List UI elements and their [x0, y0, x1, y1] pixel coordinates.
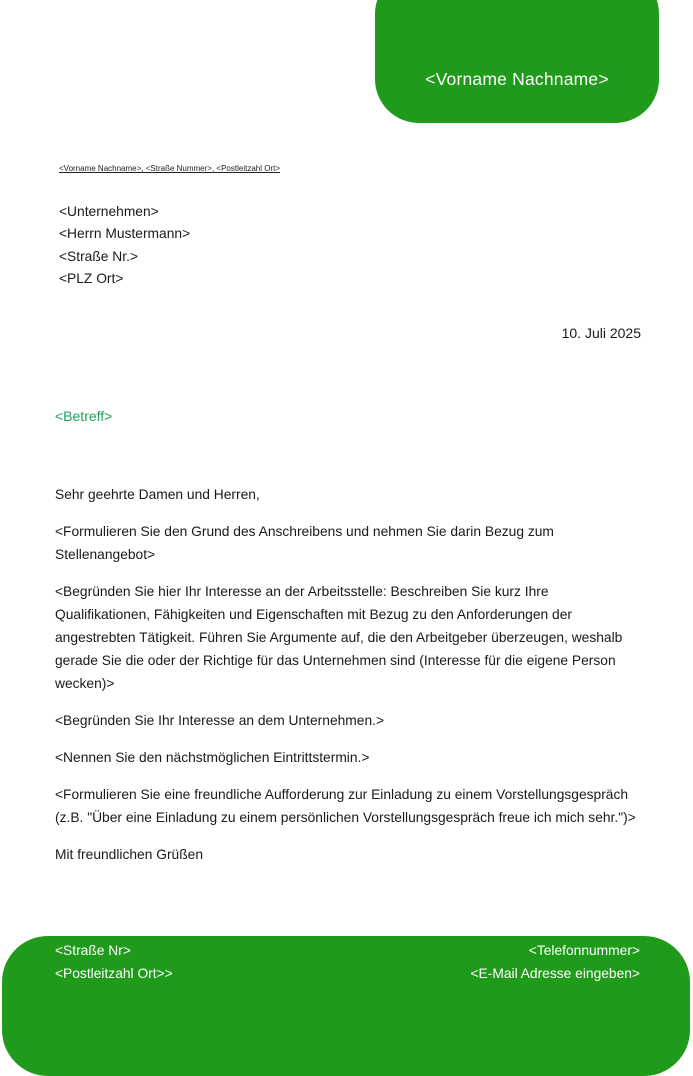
recipient-street: <Straße Nr.>	[59, 248, 138, 264]
footer-contact	[470, 939, 640, 985]
paragraph-start-date: <Nennen Sie den nächstmöglichen Eintrittstermin.>	[55, 750, 370, 765]
recipient-person: <Herrn Mustermann>	[59, 226, 191, 242]
paragraph-invitation: <Formulieren Sie eine freundliche Aufforderung zur Einladung zu einem Vorstellungsgespräch (z.B. "Über eine Einladung zu einem persönlichen Vorstellungsgespräch freue ich mich sehr.")>	[55, 787, 636, 825]
footer-street: <Straße Nr>	[55, 943, 131, 958]
footer-address	[55, 939, 173, 985]
letter-subject: <Betreff>	[55, 408, 113, 424]
salutation: Sehr geehrte Damen und Herren,	[55, 487, 260, 502]
recipient-address	[59, 201, 190, 290]
footer-email: <E-Mail Adresse eingeben>	[470, 966, 640, 981]
recipient-city: <PLZ Ort>	[59, 270, 124, 286]
sender-address-line: <Vorname Nachname>, <Straße Nummer>, <Postleitzahl Ort>	[59, 164, 280, 173]
footer-postal: <Postleitzahl Ort>>	[55, 966, 173, 981]
letter-body	[55, 483, 640, 880]
header-name: <Vorname Nachname>	[425, 69, 609, 89]
closing: Mit freundlichen Grüßen	[55, 847, 203, 862]
paragraph-reason: <Formulieren Sie den Grund des Anschreibens und nehmen Sie darin Bezug zum Stellenangebot>	[55, 524, 554, 562]
letter-date: 10. Juli 2025	[561, 325, 641, 341]
paragraph-qualifications: <Begründen Sie hier Ihr Interesse an der Arbeitsstelle: Beschreiben Sie kurz Ihre Qualifikationen, Fähigkeiten und Eigenschaften mit Bezug zu den Anforderungen der angestrebten Tätigkeit. Führen Sie Argumente auf, die den Arbeitgeber überzeugen, weshalb gerade Sie die oder der Richtige für das Unternehmen sind (Interesse für die eigene Person wecken)>	[55, 584, 623, 691]
recipient-company: <Unternehmen>	[59, 204, 159, 219]
paragraph-company-interest: <Begründen Sie Ihr Interesse an dem Unternehmen.>	[55, 713, 385, 728]
header-name-box	[375, 0, 659, 123]
footer-bar	[2, 936, 690, 1076]
footer-phone: <Telefonnummer>	[528, 943, 640, 958]
